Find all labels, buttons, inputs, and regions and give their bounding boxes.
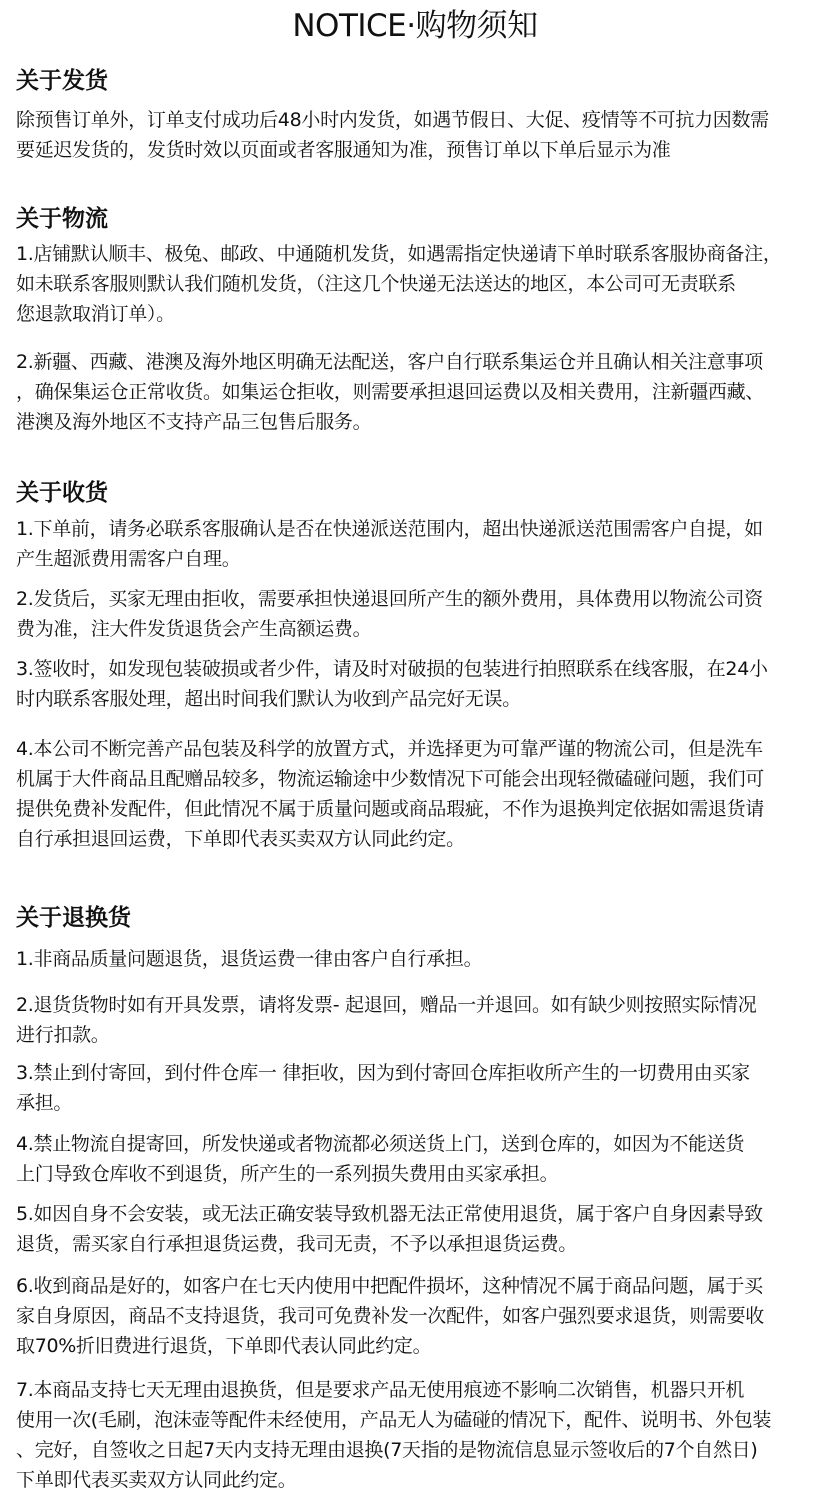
returns-paragraph-2: 2.退货货物时如有开具发票，请将发票- 起退回，赠品一并退回。如有缺少则按照实际情况 进行扣款。 bbox=[16, 994, 757, 1046]
returns-paragraph-7: 7.本商品支持七天无理由退换货，但是要求产品无使用痕迹不影响二次销售，机器只开机 使用一次(毛刷，泡沫壶等配件未经使用，产品无人为磕碰的情况下，配件、说明书、外包装 、完好，自签收之日起7天内支持无理由退换(7天指的是物流信息显示签收后的7个自然日) 下单即代表买卖双方认同此约定。 bbox=[16, 1379, 772, 1491]
receipt-paragraph-3: 3.签收时，如发现包装破损或者少件，请及时对破损的包装进行拍照联系在线客服，在24小 时内联系客服处理，超出时间我们默认为收到产品完好无误。 bbox=[16, 658, 768, 710]
logistics-paragraph-2: 2.新疆、西藏、港澳及海外地区明确无法配送，客户自行联系集运仓并且确认相关注意事项 ，确保集运仓正常收货。如集运仓拒收，则需要承担退回运费以及相关费用，注新疆西藏、 港澳及海外地区不支持产品三包售后服务。 bbox=[16, 351, 765, 433]
returns-paragraph-4: 4.禁止物流自提寄回，所发快递或者物流都必须送货上门，送到仓库的，如因为不能送货 上门导致仓库收不到退货，所产生的一系列损失费用由买家承担。 bbox=[16, 1133, 745, 1185]
section-heading-returns: 关于退换货 bbox=[16, 905, 131, 931]
section-heading-receipt: 关于收货 bbox=[16, 480, 108, 506]
receipt-paragraph-4: 4.本公司不断完善产品包装及科学的放置方式，并选择更为可靠严谨的物流公司，但是洗车 机属于大件商品且配赠品较多，物流运输途中少数情况下可能会出现轻微磕碰问题，我们可 提供免费补发配件，但此情况不属于质量问题或商品瑕疵，不作为退换判定依据如需退货请 自行承担退回运费，下单即代表买卖双方认同此约定。 bbox=[16, 738, 765, 850]
shipping-paragraph-1: 除预售订单外，订单支付成功后48小时内发货，如遇节假日、大促、疫情等不可抗力因数需 要延迟发货的，发货时效以页面或者客服通知为准，预售订单以下单后显示为准 bbox=[16, 109, 769, 161]
page-title: NOTICE·购物须知 bbox=[292, 8, 538, 44]
section-heading-shipping: 关于发货 bbox=[16, 68, 108, 94]
returns-paragraph-3: 3.禁止到付寄回，到付件仓库一 律拒收，因为到付寄回仓库拒收所产生的一切费用由买家 承担。 bbox=[16, 1062, 750, 1114]
returns-paragraph-1: 1.非商品质量问题退货，退货运费一律由客户自行承担。 bbox=[16, 948, 483, 970]
section-heading-logistics: 关于物流 bbox=[16, 206, 108, 232]
returns-paragraph-5: 5.如因自身不会安装，或无法正确安装导致机器无法正常使用退货，属于客户自身因素导致 退货，需买家自行承担退货运费，我司无责，不予以承担退货运费。 bbox=[16, 1203, 763, 1255]
receipt-paragraph-1: 1.下单前，请务必联系客服确认是否在快递派送范围内，超出快递派送范围需客户自提，如 产生超派费用需客户自理。 bbox=[16, 518, 763, 570]
receipt-paragraph-2: 2.发货后，买家无理由拒收，需要承担快递退回所产生的额外费用，具体费用以物流公司资 费为准，注大件发货退货会产生高额运费。 bbox=[16, 588, 763, 640]
logistics-paragraph-1: 1.店铺默认顺丰、极兔、邮政、中通随机发货，如遇需指定快递请下单时联系客服协商备注， 如未联系客服则默认我们随机发货，（注这几个快递无法送达的地区，本公司可无责联系 您退款取消订单）。 bbox=[16, 243, 782, 325]
returns-paragraph-6: 6.收到商品是好的，如客户在七天内使用中把配件损坏，这种情况不属于商品问题，属于买 家自身原因，商品不支持退货，我司可免费补发一次配件，如客户强烈要求退货，则需要收 取70%折旧费进行退货，下单即代表认同此约定。 bbox=[16, 1275, 765, 1357]
